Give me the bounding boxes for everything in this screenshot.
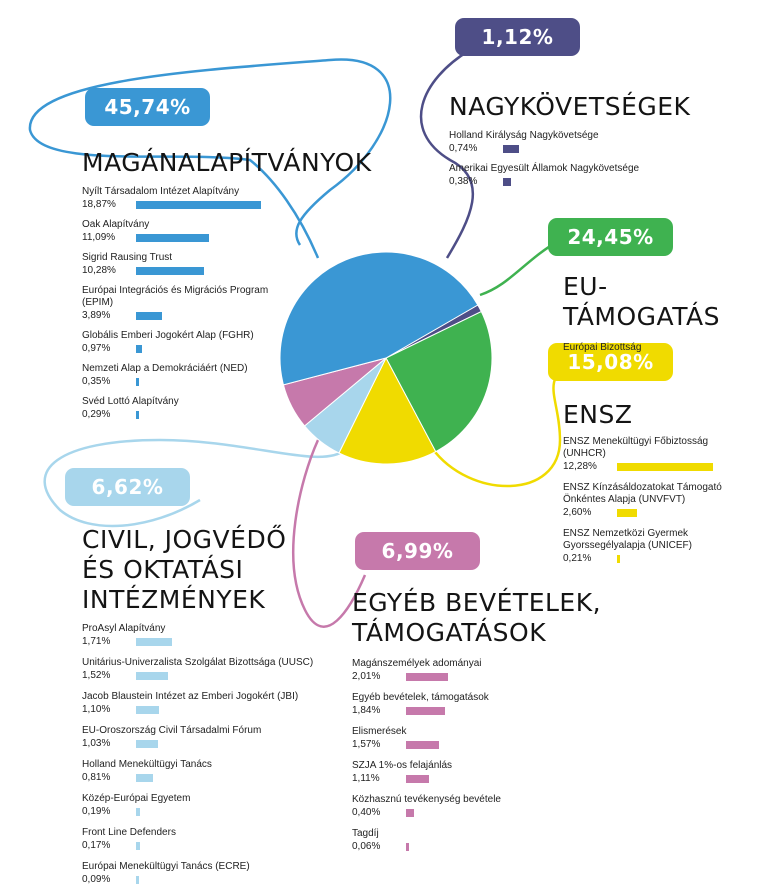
item-bar xyxy=(136,234,209,242)
item-name: Globális Emberi Jogokért Alap (FGHR) xyxy=(82,330,254,341)
item-value: 0,40% xyxy=(352,807,381,818)
item-name: ENSZ Menekültügyi Főbiztosság (UNHCR) xyxy=(563,436,709,459)
group-other xyxy=(352,588,632,862)
item-name: ProAsyl Alapítvány xyxy=(82,623,166,634)
item-name: Jacob Blaustein Intézet az Emberi Jogokért (JBI) xyxy=(82,691,299,702)
item-bar xyxy=(617,463,713,471)
group-title-line: ÉS OKTATÁSI xyxy=(82,555,244,584)
item-name: Nyílt Társadalom Intézet Alapítvány xyxy=(82,186,240,197)
item-bar xyxy=(136,672,168,680)
group-civil xyxy=(82,525,362,895)
breakdown-item xyxy=(82,363,362,388)
item-name: Európai Menekültügyi Tanács (ECRE) xyxy=(82,861,250,872)
item-bar xyxy=(617,555,620,563)
breakdown-item xyxy=(563,436,753,473)
group-title xyxy=(82,525,362,615)
breakdown-item xyxy=(352,692,632,717)
item-name: Tagdíj xyxy=(352,828,379,839)
item-value: 1,03% xyxy=(82,738,111,749)
item-value: 1,84% xyxy=(352,705,381,716)
item-value: 0,81% xyxy=(82,772,111,783)
item-bar xyxy=(136,808,140,816)
item-name: Front Line Defenders xyxy=(82,827,176,838)
group-foundations xyxy=(82,148,372,429)
item-bar xyxy=(406,809,414,817)
item-value: 0,97% xyxy=(82,343,111,354)
group-subtitle: Európai Bizottság xyxy=(563,342,642,353)
group-title xyxy=(449,92,729,122)
group-un xyxy=(563,400,753,574)
breakdown-item xyxy=(82,657,362,682)
item-bar xyxy=(406,741,439,749)
item-bar xyxy=(136,774,153,782)
group-title-line: EU-TÁMOGATÁS xyxy=(563,272,721,331)
item-name: Közhasznú tevékenység bevétele xyxy=(352,794,501,805)
item-value: 1,57% xyxy=(352,739,381,750)
item-bar xyxy=(136,345,142,353)
breakdown-item xyxy=(82,827,362,852)
item-name: Elismerések xyxy=(352,726,407,737)
breakdown-item xyxy=(352,658,632,683)
breakdown-item xyxy=(82,861,362,886)
item-name: Holland Királyság Nagykövetsége xyxy=(449,130,599,141)
breakdown-item xyxy=(82,793,362,818)
item-bar xyxy=(406,673,448,681)
breakdown-item xyxy=(352,794,632,819)
breakdown-item xyxy=(82,396,362,421)
item-value: 0,38% xyxy=(449,176,478,187)
breakdown-item xyxy=(352,828,632,853)
item-value: 11,09% xyxy=(82,232,116,243)
group-title xyxy=(563,272,758,332)
percent-bubble-embassies: 1,12% xyxy=(455,18,580,56)
item-bar xyxy=(136,201,261,209)
item-value: 0,21% xyxy=(563,553,592,564)
item-name: ENSZ Kínzásáldozatokat Támogató Önkéntes Alapja (UNVFVT) xyxy=(563,482,722,505)
group-title xyxy=(563,400,753,430)
item-name: Európai Integrációs és Migrációs Program (EPIM) xyxy=(82,285,269,308)
breakdown-item xyxy=(82,252,362,277)
item-value: 3,89% xyxy=(82,310,111,321)
group-title-line: MAGÁNALAPÍTVÁNYOK xyxy=(82,148,372,177)
breakdown-item xyxy=(82,759,362,784)
group-title-line: TÁMOGATÁSOK xyxy=(352,618,547,647)
item-bar xyxy=(136,638,172,646)
item-value: 1,10% xyxy=(82,704,111,715)
item-name: EU-Oroszország Civil Társadalmi Fórum xyxy=(82,725,262,736)
item-value: 12,28% xyxy=(563,461,597,472)
item-name: Unitárius-Univerzalista Szolgálat Bizottsága (UUSC) xyxy=(82,657,314,668)
breakdown-item xyxy=(449,130,729,155)
breakdown-item xyxy=(82,186,362,211)
item-bar xyxy=(617,509,637,517)
group-embassies xyxy=(449,92,729,196)
breakdown-item xyxy=(82,330,362,355)
item-value: 2,01% xyxy=(352,671,381,682)
item-value: 0,09% xyxy=(82,874,111,885)
item-bar xyxy=(136,740,158,748)
group-title xyxy=(82,148,372,178)
percent-bubble-eu: 24,45% xyxy=(548,218,673,256)
item-value: 0,19% xyxy=(82,806,111,817)
breakdown-item xyxy=(82,725,362,750)
item-value: 18,87% xyxy=(82,199,116,210)
item-value: 2,60% xyxy=(563,507,592,518)
item-value: 1,52% xyxy=(82,670,111,681)
item-value: 1,11% xyxy=(352,773,380,784)
breakdown-item xyxy=(82,691,362,716)
item-name: Sigrid Rausing Trust xyxy=(82,252,173,263)
group-title-line: EGYÉB BEVÉTELEK, xyxy=(352,588,602,617)
item-name: SZJA 1%-os felajánlás xyxy=(352,760,453,771)
item-value: 0,74% xyxy=(449,143,478,154)
breakdown-item xyxy=(82,285,362,322)
item-bar xyxy=(406,707,445,715)
item-bar xyxy=(136,706,159,714)
group-title-line: INTÉZMÉNYEK xyxy=(82,585,266,614)
item-value: 10,28% xyxy=(82,265,116,276)
item-bar xyxy=(503,178,511,186)
percent-bubble-un: 15,08% xyxy=(548,343,673,381)
item-name: Svéd Lottó Alapítvány xyxy=(82,396,179,407)
item-value: 0,35% xyxy=(82,376,111,387)
item-name: Oak Alapítvány xyxy=(82,219,150,230)
group-title-line: NAGYKÖVETSÉGEK xyxy=(449,92,691,121)
item-name: Amerikai Egyesült Államok Nagykövetsége xyxy=(449,163,640,174)
item-name: ENSZ Nemzetközi Gyermek Gyorssegélyalapja (UNICEF) xyxy=(563,528,692,551)
group-title xyxy=(352,588,632,648)
breakdown-item xyxy=(82,219,362,244)
item-bar xyxy=(136,267,204,275)
breakdown-item xyxy=(449,163,729,188)
percent-bubble-foundations: 45,74% xyxy=(85,88,210,126)
item-bar xyxy=(136,876,139,884)
group-eu xyxy=(563,272,758,353)
item-value: 1,71% xyxy=(82,636,111,647)
group-title-line: CIVIL, JOGVÉDŐ xyxy=(82,525,287,554)
breakdown-item xyxy=(352,726,632,751)
breakdown-item xyxy=(563,482,753,519)
item-bar xyxy=(406,843,409,851)
breakdown-item xyxy=(352,760,632,785)
breakdown-item xyxy=(563,528,753,565)
item-name: Közép-Európai Egyetem xyxy=(82,793,191,804)
group-title-line: ENSZ xyxy=(563,400,633,429)
item-value: 0,29% xyxy=(82,409,111,420)
item-value: 0,17% xyxy=(82,840,111,851)
item-bar xyxy=(136,378,139,386)
item-bar xyxy=(406,775,429,783)
item-bar xyxy=(503,145,519,153)
percent-bubble-civil: 6,62% xyxy=(65,468,190,506)
item-value: 0,06% xyxy=(352,841,381,852)
item-name: Magánszemélyek adományai xyxy=(352,658,482,669)
item-bar xyxy=(136,411,139,419)
item-bar xyxy=(136,842,140,850)
percent-bubble-other: 6,99% xyxy=(355,532,480,570)
breakdown-item xyxy=(82,623,362,648)
item-name: Egyéb bevételek, támogatások xyxy=(352,692,489,703)
item-name: Holland Menekültügyi Tanács xyxy=(82,759,212,770)
item-name: Nemzeti Alap a Demokráciáért (NED) xyxy=(82,363,248,374)
item-bar xyxy=(136,312,162,320)
